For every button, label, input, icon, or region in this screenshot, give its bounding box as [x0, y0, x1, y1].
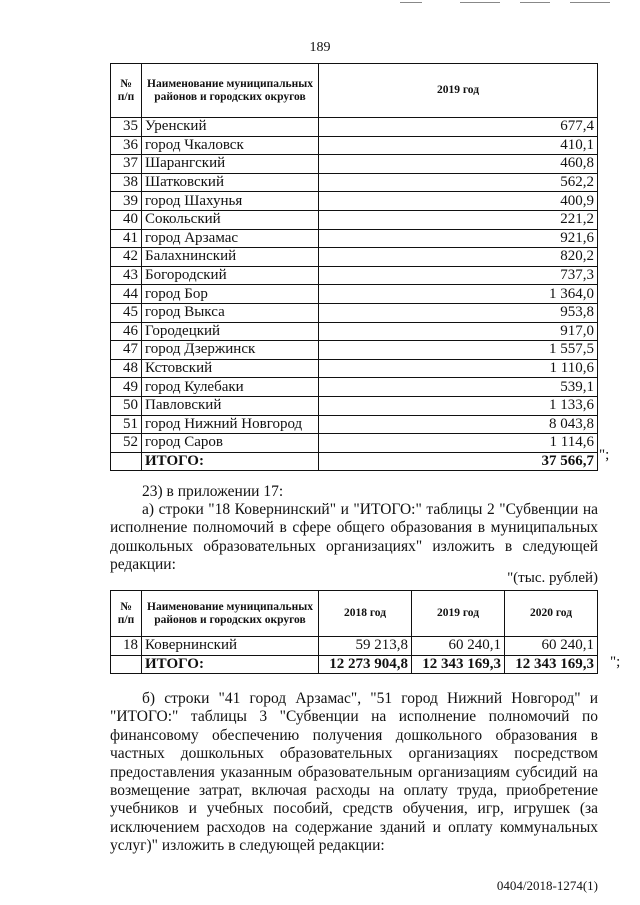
- row-index: 49: [111, 378, 142, 397]
- paragraph-a: а) строки "18 Ковернинский" и "ИТОГО:" таблицы 2 "Субвенции на исполнение полномочий в сфере общего образования в муниципальных дошкольных образовательных организациях" изложить в следующей редакции:: [110, 501, 598, 574]
- page-number: 189: [309, 40, 331, 55]
- table2-closing-quote: ";: [610, 654, 621, 670]
- table-row: [111, 192, 598, 211]
- row-2019: 8 043,8: [319, 415, 598, 434]
- table1-closing-quote: ";: [599, 447, 610, 463]
- subvention-table-1: [110, 63, 598, 471]
- row-name: Павловский: [142, 396, 319, 415]
- total-index: [111, 452, 142, 471]
- row-index: 39: [111, 192, 142, 211]
- row-index: 35: [111, 118, 142, 137]
- table-row: [111, 266, 598, 285]
- row-2019: 921,6: [319, 229, 598, 248]
- row-2018: 59 213,8: [319, 637, 412, 656]
- row-name: Уренский: [142, 118, 319, 137]
- total-label: ИТОГО:: [142, 452, 319, 471]
- row-index: 38: [111, 173, 142, 192]
- row-2019: 677,4: [319, 118, 598, 137]
- row-2019: 737,3: [319, 266, 598, 285]
- table-row: [111, 303, 598, 322]
- table-row: [111, 378, 598, 397]
- row-index: 42: [111, 248, 142, 267]
- section-23-heading: 23) в приложении 17:: [142, 483, 284, 500]
- row-index: 40: [111, 210, 142, 229]
- row-2019: 539,1: [319, 378, 598, 397]
- row-2019: 60 240,1: [412, 637, 505, 656]
- header-2019: 2019 год: [412, 591, 505, 637]
- row-index: 51: [111, 415, 142, 434]
- row-name: Шатковский: [142, 173, 319, 192]
- table-row: [111, 155, 598, 174]
- row-name: город Выкса: [142, 303, 319, 322]
- row-2019: 460,8: [319, 155, 598, 174]
- row-2019: 221,2: [319, 210, 598, 229]
- total-row: [111, 655, 598, 674]
- table-row: [111, 322, 598, 341]
- header-index: № п/п: [111, 591, 142, 637]
- row-index: 44: [111, 285, 142, 304]
- row-index: 18: [111, 637, 142, 656]
- table-row: [111, 637, 598, 656]
- row-index: 47: [111, 341, 142, 360]
- header-2019: 2019 год: [319, 64, 598, 118]
- row-index: 45: [111, 303, 142, 322]
- row-index: 52: [111, 434, 142, 453]
- total-2019: 12 343 169,3: [412, 655, 505, 674]
- row-name: Кстовский: [142, 359, 319, 378]
- total-2018: 12 273 904,8: [319, 655, 412, 674]
- row-index: 37: [111, 155, 142, 174]
- row-2019: 917,0: [319, 322, 598, 341]
- row-name: город Кулебаки: [142, 378, 319, 397]
- row-name: город Арзамас: [142, 229, 319, 248]
- row-2020: 60 240,1: [505, 637, 598, 656]
- total-index: [111, 655, 142, 674]
- top-scan-marks: [400, 0, 630, 6]
- row-name: Шарангский: [142, 155, 319, 174]
- row-index: 43: [111, 266, 142, 285]
- row-2019: 953,8: [319, 303, 598, 322]
- table-row: [111, 229, 598, 248]
- row-2019: 1 557,5: [319, 341, 598, 360]
- row-index: 48: [111, 359, 142, 378]
- table-row: [111, 210, 598, 229]
- row-name: Богородский: [142, 266, 319, 285]
- table-row: [111, 359, 598, 378]
- header-municipality: Наименование муниципальных районов и городских округов: [142, 64, 319, 118]
- header-2020: 2020 год: [505, 591, 598, 637]
- row-name: город Чкаловск: [142, 136, 319, 155]
- row-index: 50: [111, 396, 142, 415]
- table-row: [111, 434, 598, 453]
- row-name: Сокольский: [142, 210, 319, 229]
- row-name: город Саров: [142, 434, 319, 453]
- total-2020: 12 343 169,3: [505, 655, 598, 674]
- row-index: 36: [111, 136, 142, 155]
- row-2019: 820,2: [319, 248, 598, 267]
- total-row: [111, 452, 598, 471]
- table-row: [111, 396, 598, 415]
- header-index: № п/п: [111, 64, 142, 118]
- row-name: город Шахунья: [142, 192, 319, 211]
- table-row: [111, 136, 598, 155]
- subvention-table-2: [110, 590, 598, 674]
- unit-label: "(тыс. рублей): [507, 570, 598, 586]
- document-code: 0404/2018-1274(1): [496, 878, 598, 893]
- total-label: ИТОГО:: [142, 655, 319, 674]
- row-2019: 1 114,6: [319, 434, 598, 453]
- table-row: [111, 118, 598, 137]
- row-2019: 410,1: [319, 136, 598, 155]
- row-name: Ковернинский: [142, 637, 319, 656]
- row-index: 46: [111, 322, 142, 341]
- row-name: Городецкий: [142, 322, 319, 341]
- row-2019: 400,9: [319, 192, 598, 211]
- header-2018: 2018 год: [319, 591, 412, 637]
- row-2019: 1 364,0: [319, 285, 598, 304]
- table-row: [111, 415, 598, 434]
- total-2019: 37 566,7: [319, 452, 598, 471]
- header-municipality: Наименование муниципальных районов и городских округов: [142, 591, 319, 637]
- table-row: [111, 285, 598, 304]
- row-name: город Дзержинск: [142, 341, 319, 360]
- table-row: [111, 341, 598, 360]
- row-index: 41: [111, 229, 142, 248]
- table-row: [111, 173, 598, 192]
- row-2019: 1 133,6: [319, 396, 598, 415]
- row-2019: 562,2: [319, 173, 598, 192]
- row-name: Балахнинский: [142, 248, 319, 267]
- table-row: [111, 248, 598, 267]
- row-2019: 1 110,6: [319, 359, 598, 378]
- row-name: город Бор: [142, 285, 319, 304]
- row-name: город Нижний Новгород: [142, 415, 319, 434]
- paragraph-b: б) строки "41 город Арзамас", "51 город Нижний Новгород" и "ИТОГО:" таблицы 3 "Субвенции на исполнение полномочий по финансовому обеспечению получения дошкольного образования в частных дошкольных образовательных организациях посредством предоставления указанным образовательным организациям субсидий на возмещение затрат, включая расходы на оплату труда, приобретение учебников и учебных пособий, средств обучения, игр, игрушек (за исключением расходов на содержание зданий и оплату коммунальных услуг)" изложить в следующей редакции:: [110, 690, 598, 855]
